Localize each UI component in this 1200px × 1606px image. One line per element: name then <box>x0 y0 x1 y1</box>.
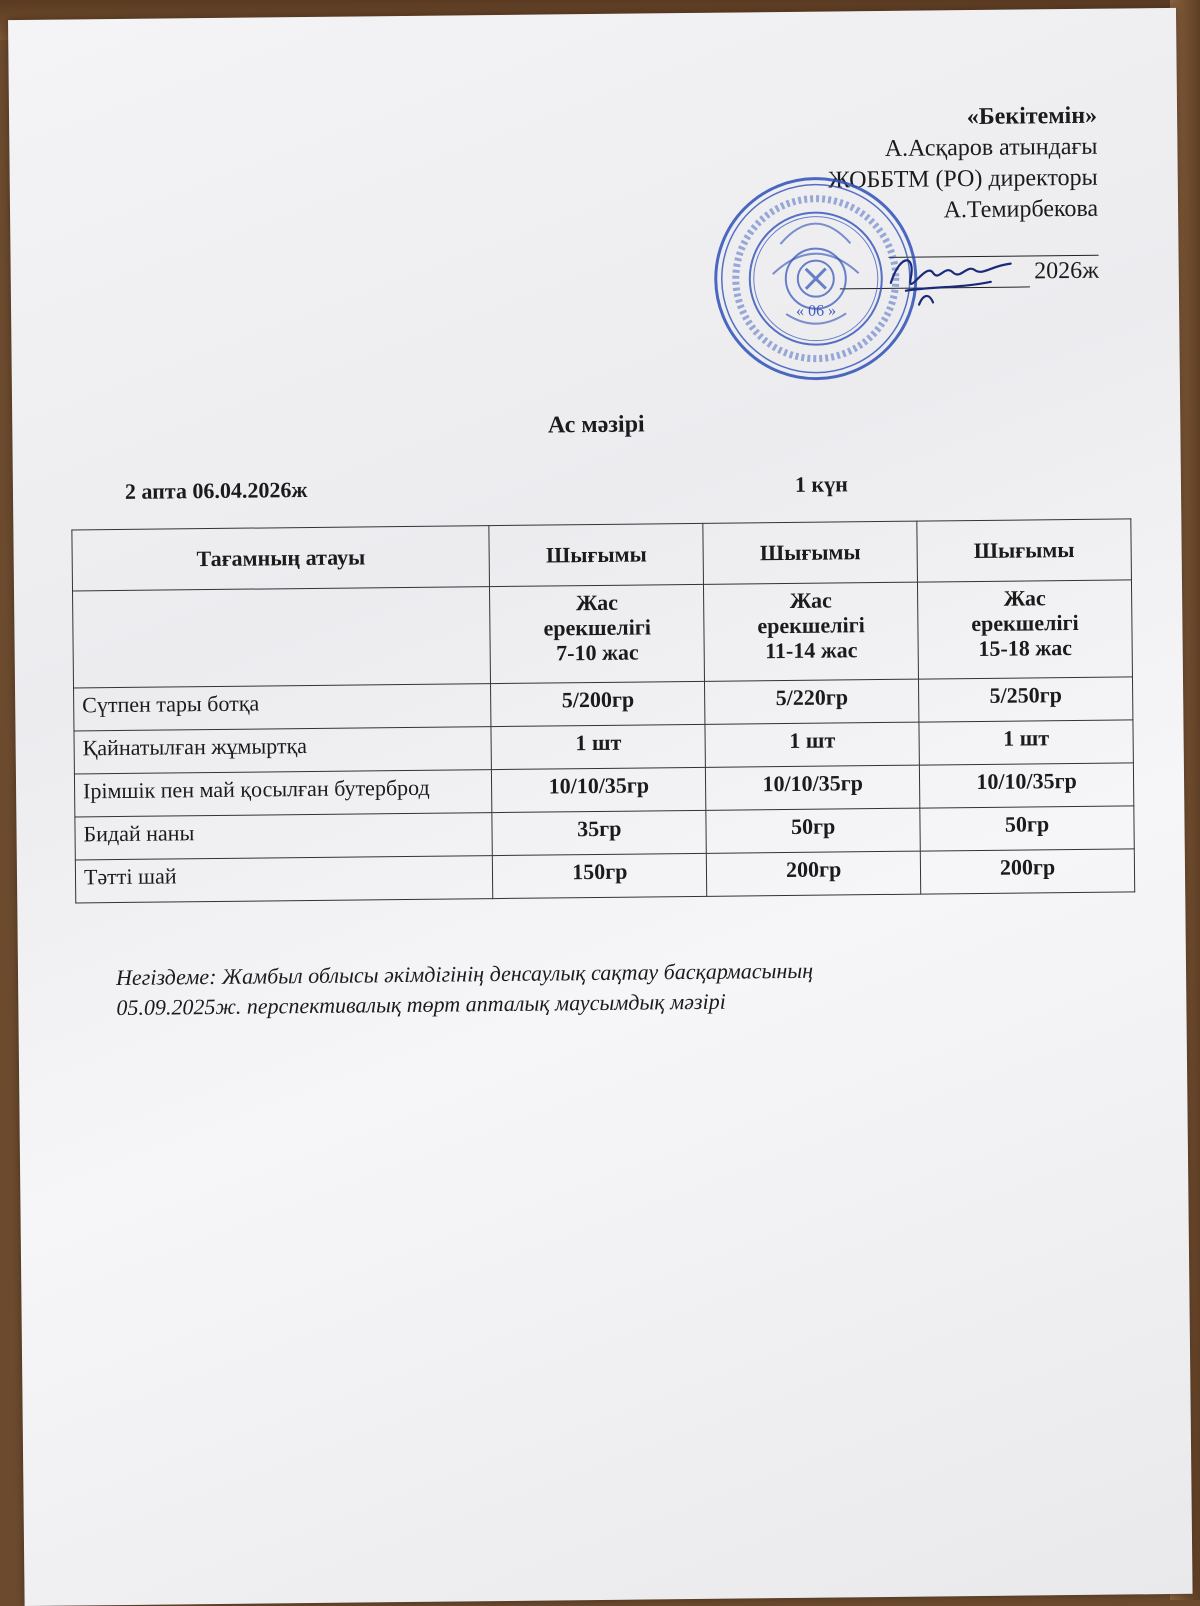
approval-school: А.Асқаров атындағы <box>884 133 1098 162</box>
portion-value: 150гр <box>493 853 707 898</box>
basis-line: Негіздеме: Жамбыл облысы әкімдігінің денсаулық сақтау басқармасының <box>115 957 814 991</box>
age-group-cell <box>918 580 1133 679</box>
day-number: 1 күн <box>794 471 848 497</box>
age-label: Жас <box>1003 585 1046 611</box>
age-empty-cell <box>73 587 491 688</box>
dish-name: Қайнатылған жұмыртқа <box>74 727 492 774</box>
approval-name: А.Темирбекова <box>943 195 1099 224</box>
document-page <box>8 8 1193 1606</box>
portion-value: 5/250гр <box>919 677 1133 722</box>
portion-value: 200гр <box>707 851 921 896</box>
header-portion: Шығымы <box>489 523 704 586</box>
approval-heading: «Бекітемін» <box>966 102 1098 131</box>
age-label: Жас <box>575 589 619 616</box>
portion-value: 50гр <box>706 808 920 853</box>
age-range: 15-18 жас <box>978 635 1073 661</box>
dish-name: Ірімшік пен май қосылған бутерброд <box>74 770 492 817</box>
director-signature <box>870 242 1021 314</box>
age-group-cell <box>490 584 705 683</box>
basis-note <box>116 953 1097 1023</box>
portion-value: 50гр <box>920 806 1134 851</box>
age-label: ерекшелігі <box>757 612 865 639</box>
portion-value: 200гр <box>920 849 1134 894</box>
portion-value: 1 шт <box>919 720 1133 765</box>
age-range: 11-14 жас <box>765 637 858 664</box>
portion-value: 5/200гр <box>491 681 705 726</box>
dish-name: Тәтті шай <box>75 856 493 903</box>
portion-value: 35гр <box>492 810 706 855</box>
menu-table <box>71 518 1135 903</box>
week-date: 2 апта 06.04.2026ж <box>124 477 308 504</box>
age-group-cell <box>704 582 919 681</box>
portion-value: 10/10/35гр <box>919 763 1133 808</box>
portion-value: 10/10/35гр <box>706 765 920 810</box>
stamp-date-text: « 06 » <box>796 302 837 320</box>
portion-value: 1 шт <box>491 724 705 769</box>
age-label: Жас <box>789 587 832 613</box>
portion-value: 1 шт <box>705 722 919 767</box>
document-title: Ас мәзірі <box>547 411 645 439</box>
portion-value: 5/220гр <box>705 679 919 724</box>
age-group-row <box>73 580 1133 688</box>
header-dish-name: Тағамның атауы <box>72 526 490 591</box>
basis-line: 05.09.2025ж. перспективалық төрт апталық маусымдық мәзірі <box>116 988 726 1021</box>
approval-position: ЖОББТМ (РО) директоры <box>828 164 1098 194</box>
portion-value: 10/10/35гр <box>492 767 706 812</box>
dish-name: Бидай наны <box>75 813 493 860</box>
table-header-row <box>72 519 1132 591</box>
header-portion: Шығымы <box>917 519 1132 582</box>
header-portion: Шығымы <box>703 521 918 584</box>
age-label: ерекшелігі <box>543 614 652 641</box>
dish-name: Сүтпен тары ботқа <box>74 684 492 731</box>
approval-year: 2026ж <box>1033 257 1099 285</box>
age-range: 7-10 жас <box>556 639 639 666</box>
age-label: ерекшелігі <box>971 609 1079 637</box>
